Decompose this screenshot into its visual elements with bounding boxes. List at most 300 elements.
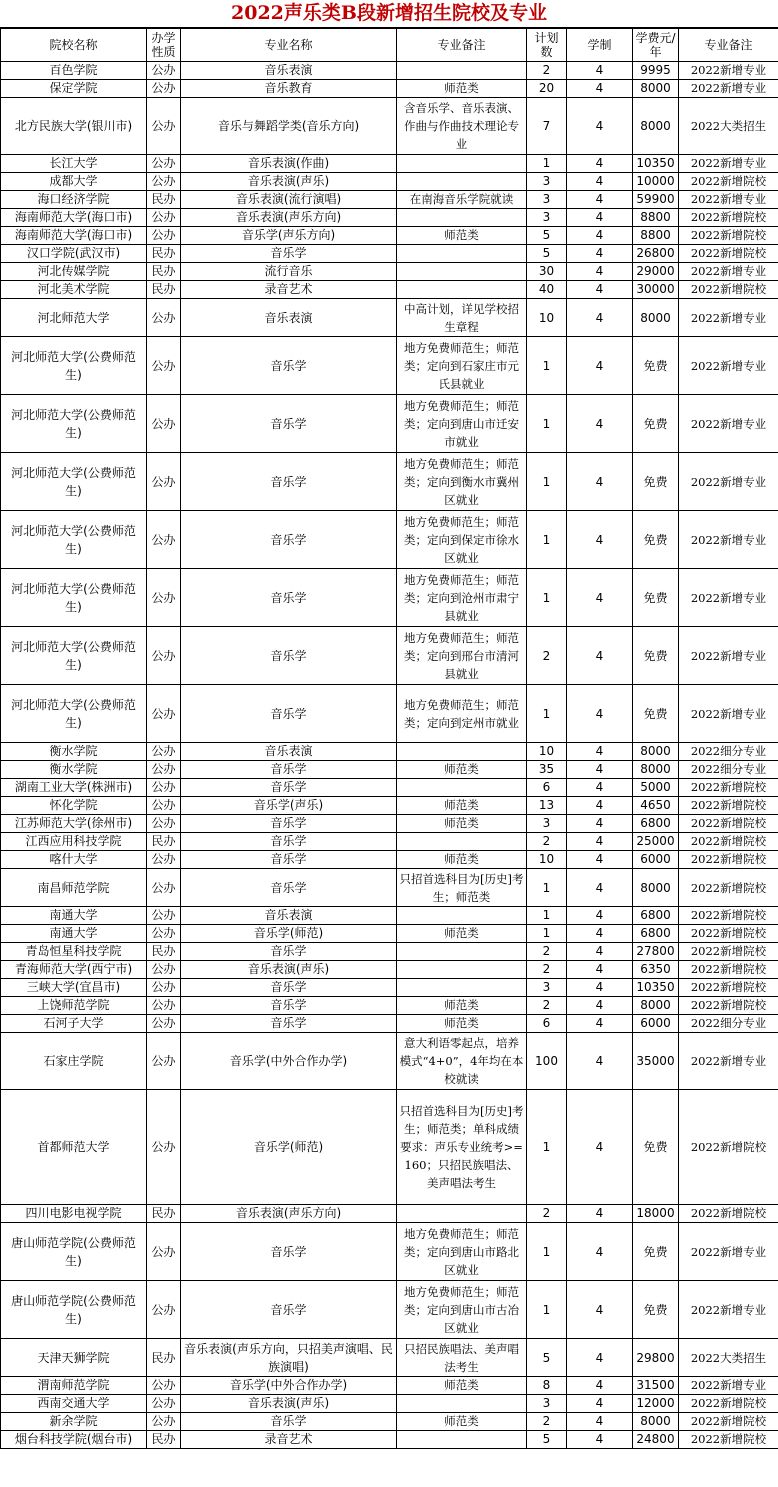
cell-note: 师范类	[397, 997, 527, 1015]
header-type: 办学性质	[147, 29, 181, 62]
cell-plan: 2	[527, 943, 567, 961]
cell-type: 公办	[147, 62, 181, 80]
cell-remark: 2022新增专业	[679, 627, 778, 685]
header-plan: 计划数	[527, 29, 567, 62]
cell-fee: 26800	[633, 245, 679, 263]
cell-major: 音乐表演(声乐)	[181, 961, 397, 979]
cell-plan: 2	[527, 833, 567, 851]
cell-note	[397, 1431, 527, 1449]
cell-note: 地方免费师范生；师范类；定向到定州市就业	[397, 685, 527, 743]
cell-note: 师范类	[397, 227, 527, 245]
cell-plan: 2	[527, 627, 567, 685]
cell-major: 音乐表演	[181, 907, 397, 925]
cell-years: 4	[567, 1281, 633, 1339]
table-row	[1, 815, 778, 833]
cell-remark: 2022新增专业	[679, 62, 778, 80]
table-row	[1, 997, 778, 1015]
table-row	[1, 627, 778, 685]
cell-remark: 2022新增专业	[679, 263, 778, 281]
header-school: 院校名称	[1, 29, 147, 62]
cell-type: 公办	[147, 961, 181, 979]
cell-years: 4	[567, 80, 633, 98]
cell-type: 公办	[147, 1223, 181, 1281]
table-row	[1, 80, 778, 98]
cell-type: 公办	[147, 1281, 181, 1339]
cell-type: 民办	[147, 1339, 181, 1377]
cell-fee: 免费	[633, 627, 679, 685]
cell-note: 师范类	[397, 761, 527, 779]
cell-plan: 1	[527, 1281, 567, 1339]
cell-plan: 1	[527, 1223, 567, 1281]
header-remark: 专业备注	[679, 29, 778, 62]
cell-plan: 3	[527, 815, 567, 833]
cell-fee: 8000	[633, 869, 679, 907]
cell-years: 4	[567, 209, 633, 227]
cell-type: 民办	[147, 191, 181, 209]
cell-plan: 1	[527, 685, 567, 743]
cell-major: 音乐教育	[181, 80, 397, 98]
cell-type: 民办	[147, 281, 181, 299]
cell-school: 石家庄学院	[1, 1033, 147, 1090]
cell-years: 4	[567, 961, 633, 979]
table-row	[1, 833, 778, 851]
table-row	[1, 1015, 778, 1033]
cell-major: 音乐表演	[181, 743, 397, 761]
table-row	[1, 743, 778, 761]
cell-major: 音乐学	[181, 979, 397, 997]
table-row	[1, 1413, 778, 1431]
cell-school: 河北师范大学(公费师范生)	[1, 627, 147, 685]
cell-fee: 59900	[633, 191, 679, 209]
cell-school: 烟台科技学院(烟台市)	[1, 1431, 147, 1449]
cell-major: 音乐学	[181, 245, 397, 263]
cell-note	[397, 943, 527, 961]
cell-note: 师范类	[397, 1413, 527, 1431]
cell-plan: 6	[527, 1015, 567, 1033]
table-row	[1, 245, 778, 263]
table-row	[1, 395, 778, 453]
cell-years: 4	[567, 833, 633, 851]
cell-fee: 免费	[633, 1281, 679, 1339]
table-row	[1, 281, 778, 299]
cell-major: 音乐学(中外合作办学)	[181, 1033, 397, 1090]
table-row	[1, 907, 778, 925]
cell-school: 海南师范大学(海口市)	[1, 209, 147, 227]
cell-years: 4	[567, 1377, 633, 1395]
cell-years: 4	[567, 743, 633, 761]
table-row	[1, 155, 778, 173]
cell-plan: 1	[527, 453, 567, 511]
cell-years: 4	[567, 1090, 633, 1205]
cell-note: 地方免费师范生；师范类；定向到唐山市迁安市就业	[397, 395, 527, 453]
cell-school: 石河子大学	[1, 1015, 147, 1033]
cell-type: 民办	[147, 263, 181, 281]
cell-major: 音乐学(中外合作办学)	[181, 1377, 397, 1395]
cell-type: 公办	[147, 299, 181, 337]
cell-type: 公办	[147, 627, 181, 685]
cell-years: 4	[567, 173, 633, 191]
cell-note: 地方免费师范生；师范类；定向到沧州市肃宁县就业	[397, 569, 527, 627]
cell-years: 4	[567, 395, 633, 453]
cell-major: 音乐学	[181, 815, 397, 833]
cell-plan: 10	[527, 743, 567, 761]
cell-school: 百色学院	[1, 62, 147, 80]
cell-major: 音乐学(声乐)	[181, 797, 397, 815]
cell-type: 公办	[147, 761, 181, 779]
cell-remark: 2022细分专业	[679, 743, 778, 761]
cell-fee: 24800	[633, 1431, 679, 1449]
cell-school: 江苏师范大学(徐州市)	[1, 815, 147, 833]
cell-remark: 2022新增院校	[679, 1413, 778, 1431]
cell-years: 4	[567, 907, 633, 925]
cell-type: 公办	[147, 227, 181, 245]
cell-type: 公办	[147, 1090, 181, 1205]
cell-school: 河北传媒学院	[1, 263, 147, 281]
table-row	[1, 227, 778, 245]
cell-plan: 1	[527, 337, 567, 395]
cell-school: 河北师范大学(公费师范生)	[1, 395, 147, 453]
cell-school: 湖南工业大学(株洲市)	[1, 779, 147, 797]
table-row	[1, 1090, 778, 1205]
cell-school: 怀化学院	[1, 797, 147, 815]
table-row	[1, 299, 778, 337]
cell-years: 4	[567, 851, 633, 869]
cell-school: 河北师范大学	[1, 299, 147, 337]
cell-remark: 2022新增专业	[679, 299, 778, 337]
cell-school: 长江大学	[1, 155, 147, 173]
cell-school: 喀什大学	[1, 851, 147, 869]
cell-fee: 6800	[633, 925, 679, 943]
cell-years: 4	[567, 281, 633, 299]
cell-note	[397, 155, 527, 173]
cell-fee: 25000	[633, 833, 679, 851]
cell-note: 师范类	[397, 851, 527, 869]
cell-fee: 8000	[633, 299, 679, 337]
cell-type: 公办	[147, 453, 181, 511]
cell-type: 公办	[147, 395, 181, 453]
cell-remark: 2022新增专业	[679, 569, 778, 627]
cell-years: 4	[567, 191, 633, 209]
cell-note	[397, 62, 527, 80]
cell-remark: 2022新增院校	[679, 281, 778, 299]
cell-note	[397, 907, 527, 925]
cell-note: 师范类	[397, 1377, 527, 1395]
cell-note: 只招首选科目为[历史]考生；师范类；单科成绩要求：声乐专业统考>=160；只招民族唱法、美声唱法考生	[397, 1090, 527, 1205]
table-body	[1, 62, 778, 1449]
cell-remark: 2022新增院校	[679, 869, 778, 907]
cell-major: 音乐学	[181, 943, 397, 961]
cell-major: 音乐学	[181, 851, 397, 869]
cell-plan: 3	[527, 191, 567, 209]
cell-years: 4	[567, 815, 633, 833]
cell-plan: 1	[527, 395, 567, 453]
table-row	[1, 263, 778, 281]
cell-type: 民办	[147, 1431, 181, 1449]
cell-years: 4	[567, 1395, 633, 1413]
cell-type: 公办	[147, 815, 181, 833]
table-row	[1, 961, 778, 979]
cell-plan: 3	[527, 979, 567, 997]
cell-note: 含音乐学、音乐表演、作曲与作曲技术理论专业	[397, 98, 527, 155]
cell-note: 在南海音乐学院就读	[397, 191, 527, 209]
cell-years: 4	[567, 1223, 633, 1281]
cell-remark: 2022新增院校	[679, 815, 778, 833]
cell-school: 新余学院	[1, 1413, 147, 1431]
cell-plan: 1	[527, 1090, 567, 1205]
cell-remark: 2022新增院校	[679, 245, 778, 263]
table-row	[1, 1431, 778, 1449]
cell-note: 只招民族唱法、美声唱法考生	[397, 1339, 527, 1377]
cell-remark: 2022新增专业	[679, 395, 778, 453]
table-row	[1, 925, 778, 943]
cell-fee: 8800	[633, 209, 679, 227]
cell-school: 河北师范大学(公费师范生)	[1, 511, 147, 569]
table-row	[1, 797, 778, 815]
cell-major: 音乐表演	[181, 62, 397, 80]
table-row	[1, 779, 778, 797]
cell-type: 公办	[147, 209, 181, 227]
cell-major: 音乐学	[181, 337, 397, 395]
cell-school: 北方民族大学(银川市)	[1, 98, 147, 155]
cell-plan: 13	[527, 797, 567, 815]
cell-type: 公办	[147, 173, 181, 191]
cell-remark: 2022新增院校	[679, 797, 778, 815]
cell-years: 4	[567, 299, 633, 337]
cell-note	[397, 1395, 527, 1413]
cell-major: 音乐学	[181, 685, 397, 743]
cell-plan: 3	[527, 173, 567, 191]
cell-type: 公办	[147, 979, 181, 997]
cell-note	[397, 245, 527, 263]
cell-fee: 免费	[633, 511, 679, 569]
cell-remark: 2022细分专业	[679, 1015, 778, 1033]
cell-remark: 2022新增院校	[679, 851, 778, 869]
cell-major: 音乐表演(声乐方向，只招美声演唱、民族演唱)	[181, 1339, 397, 1377]
cell-years: 4	[567, 227, 633, 245]
cell-remark: 2022新增院校	[679, 979, 778, 997]
cell-major: 音乐学	[181, 779, 397, 797]
cell-fee: 10350	[633, 155, 679, 173]
table-row	[1, 943, 778, 961]
table-row	[1, 511, 778, 569]
cell-school: 海南师范大学(海口市)	[1, 227, 147, 245]
cell-school: 青海师范大学(西宁市)	[1, 961, 147, 979]
cell-school: 唐山师范学院(公费师范生)	[1, 1223, 147, 1281]
cell-note: 地方免费师范生；师范类；定向到保定市徐水区就业	[397, 511, 527, 569]
cell-remark: 2022新增院校	[679, 925, 778, 943]
cell-remark: 2022新增院校	[679, 1395, 778, 1413]
cell-type: 公办	[147, 997, 181, 1015]
cell-fee: 免费	[633, 569, 679, 627]
cell-remark: 2022新增院校	[679, 907, 778, 925]
table-row	[1, 337, 778, 395]
cell-type: 公办	[147, 1395, 181, 1413]
cell-note	[397, 173, 527, 191]
cell-major: 流行音乐	[181, 263, 397, 281]
cell-major: 音乐学	[181, 453, 397, 511]
cell-school: 南通大学	[1, 907, 147, 925]
cell-fee: 12000	[633, 1395, 679, 1413]
cell-plan: 1	[527, 869, 567, 907]
cell-years: 4	[567, 797, 633, 815]
table-row	[1, 209, 778, 227]
table-row	[1, 979, 778, 997]
cell-fee: 免费	[633, 337, 679, 395]
cell-note	[397, 743, 527, 761]
cell-fee: 30000	[633, 281, 679, 299]
cell-type: 公办	[147, 797, 181, 815]
cell-fee: 8000	[633, 80, 679, 98]
cell-note: 地方免费师范生；师范类；定向到衡水市冀州区就业	[397, 453, 527, 511]
cell-plan: 1	[527, 907, 567, 925]
cell-school: 保定学院	[1, 80, 147, 98]
table-row	[1, 1395, 778, 1413]
cell-school: 河北师范大学(公费师范生)	[1, 453, 147, 511]
cell-type: 公办	[147, 1377, 181, 1395]
cell-fee: 10350	[633, 979, 679, 997]
cell-plan: 2	[527, 997, 567, 1015]
cell-note: 师范类	[397, 80, 527, 98]
cell-years: 4	[567, 869, 633, 907]
header-major: 专业名称	[181, 29, 397, 62]
cell-plan: 8	[527, 1377, 567, 1395]
cell-school: 四川电影电视学院	[1, 1205, 147, 1223]
cell-remark: 2022新增院校	[679, 833, 778, 851]
cell-plan: 5	[527, 1431, 567, 1449]
cell-type: 公办	[147, 155, 181, 173]
cell-fee: 8000	[633, 1413, 679, 1431]
cell-years: 4	[567, 98, 633, 155]
admissions-table	[0, 28, 778, 1449]
cell-type: 民办	[147, 245, 181, 263]
cell-fee: 9995	[633, 62, 679, 80]
cell-school: 江西应用科技学院	[1, 833, 147, 851]
cell-major: 音乐学	[181, 869, 397, 907]
cell-major: 音乐学	[181, 569, 397, 627]
cell-remark: 2022新增院校	[679, 227, 778, 245]
cell-remark: 2022大类招生	[679, 1339, 778, 1377]
header-row	[1, 29, 778, 62]
table-row	[1, 98, 778, 155]
cell-fee: 8800	[633, 227, 679, 245]
cell-fee: 8000	[633, 743, 679, 761]
cell-fee: 5000	[633, 779, 679, 797]
table-row	[1, 1205, 778, 1223]
cell-major: 音乐表演(流行演唱)	[181, 191, 397, 209]
cell-type: 公办	[147, 80, 181, 98]
cell-type: 公办	[147, 869, 181, 907]
cell-note	[397, 1205, 527, 1223]
table-row	[1, 851, 778, 869]
cell-school: 海口经济学院	[1, 191, 147, 209]
cell-plan: 2	[527, 1413, 567, 1431]
cell-type: 公办	[147, 1413, 181, 1431]
cell-fee: 35000	[633, 1033, 679, 1090]
cell-remark: 2022新增专业	[679, 685, 778, 743]
cell-plan: 2	[527, 1205, 567, 1223]
table-row	[1, 1223, 778, 1281]
cell-type: 公办	[147, 851, 181, 869]
cell-plan: 1	[527, 569, 567, 627]
cell-major: 音乐学	[181, 997, 397, 1015]
cell-major: 音乐学	[181, 395, 397, 453]
cell-fee: 6800	[633, 815, 679, 833]
cell-note	[397, 833, 527, 851]
cell-note	[397, 209, 527, 227]
cell-major: 录音艺术	[181, 1431, 397, 1449]
cell-major: 音乐学(声乐方向)	[181, 227, 397, 245]
cell-note	[397, 263, 527, 281]
cell-plan: 7	[527, 98, 567, 155]
cell-fee: 8000	[633, 761, 679, 779]
table-row	[1, 1281, 778, 1339]
cell-major: 音乐表演(声乐方向)	[181, 209, 397, 227]
cell-note	[397, 979, 527, 997]
cell-remark: 2022新增专业	[679, 155, 778, 173]
cell-major: 音乐学	[181, 833, 397, 851]
cell-fee: 29000	[633, 263, 679, 281]
cell-plan: 100	[527, 1033, 567, 1090]
cell-years: 4	[567, 685, 633, 743]
cell-years: 4	[567, 925, 633, 943]
cell-type: 公办	[147, 1015, 181, 1033]
cell-note: 意大利语零起点，培养模式“4+0”，4年均在本校就读	[397, 1033, 527, 1090]
cell-remark: 2022新增专业	[679, 337, 778, 395]
table-row	[1, 761, 778, 779]
cell-major: 音乐学	[181, 1223, 397, 1281]
cell-remark: 2022新增专业	[679, 80, 778, 98]
cell-remark: 2022新增院校	[679, 209, 778, 227]
cell-plan: 2	[527, 961, 567, 979]
cell-plan: 5	[527, 1339, 567, 1377]
cell-note: 师范类	[397, 797, 527, 815]
cell-years: 4	[567, 155, 633, 173]
table-row	[1, 191, 778, 209]
cell-years: 4	[567, 453, 633, 511]
cell-type: 公办	[147, 743, 181, 761]
cell-years: 4	[567, 263, 633, 281]
header-fee: 学费元/年	[633, 29, 679, 62]
cell-years: 4	[567, 779, 633, 797]
cell-school: 青岛恒星科技学院	[1, 943, 147, 961]
cell-remark: 2022新增院校	[679, 1431, 778, 1449]
cell-years: 4	[567, 1431, 633, 1449]
table-row	[1, 1033, 778, 1090]
cell-major: 音乐表演(声乐)	[181, 1395, 397, 1413]
cell-major: 音乐学	[181, 761, 397, 779]
cell-plan: 1	[527, 925, 567, 943]
cell-note: 地方免费师范生；师范类；定向到邢台市清河县就业	[397, 627, 527, 685]
cell-fee: 免费	[633, 1223, 679, 1281]
cell-type: 公办	[147, 569, 181, 627]
cell-plan: 1	[527, 155, 567, 173]
cell-plan: 10	[527, 851, 567, 869]
cell-school: 西南交通大学	[1, 1395, 147, 1413]
cell-type: 民办	[147, 833, 181, 851]
cell-major: 录音艺术	[181, 281, 397, 299]
cell-plan: 5	[527, 227, 567, 245]
cell-remark: 2022新增专业	[679, 1033, 778, 1090]
cell-plan: 40	[527, 281, 567, 299]
cell-plan: 30	[527, 263, 567, 281]
cell-remark: 2022新增专业	[679, 511, 778, 569]
cell-note	[397, 779, 527, 797]
cell-note: 师范类	[397, 1015, 527, 1033]
cell-years: 4	[567, 1413, 633, 1431]
cell-school: 唐山师范学院(公费师范生)	[1, 1281, 147, 1339]
cell-fee: 免费	[633, 685, 679, 743]
header-note: 专业备注	[397, 29, 527, 62]
